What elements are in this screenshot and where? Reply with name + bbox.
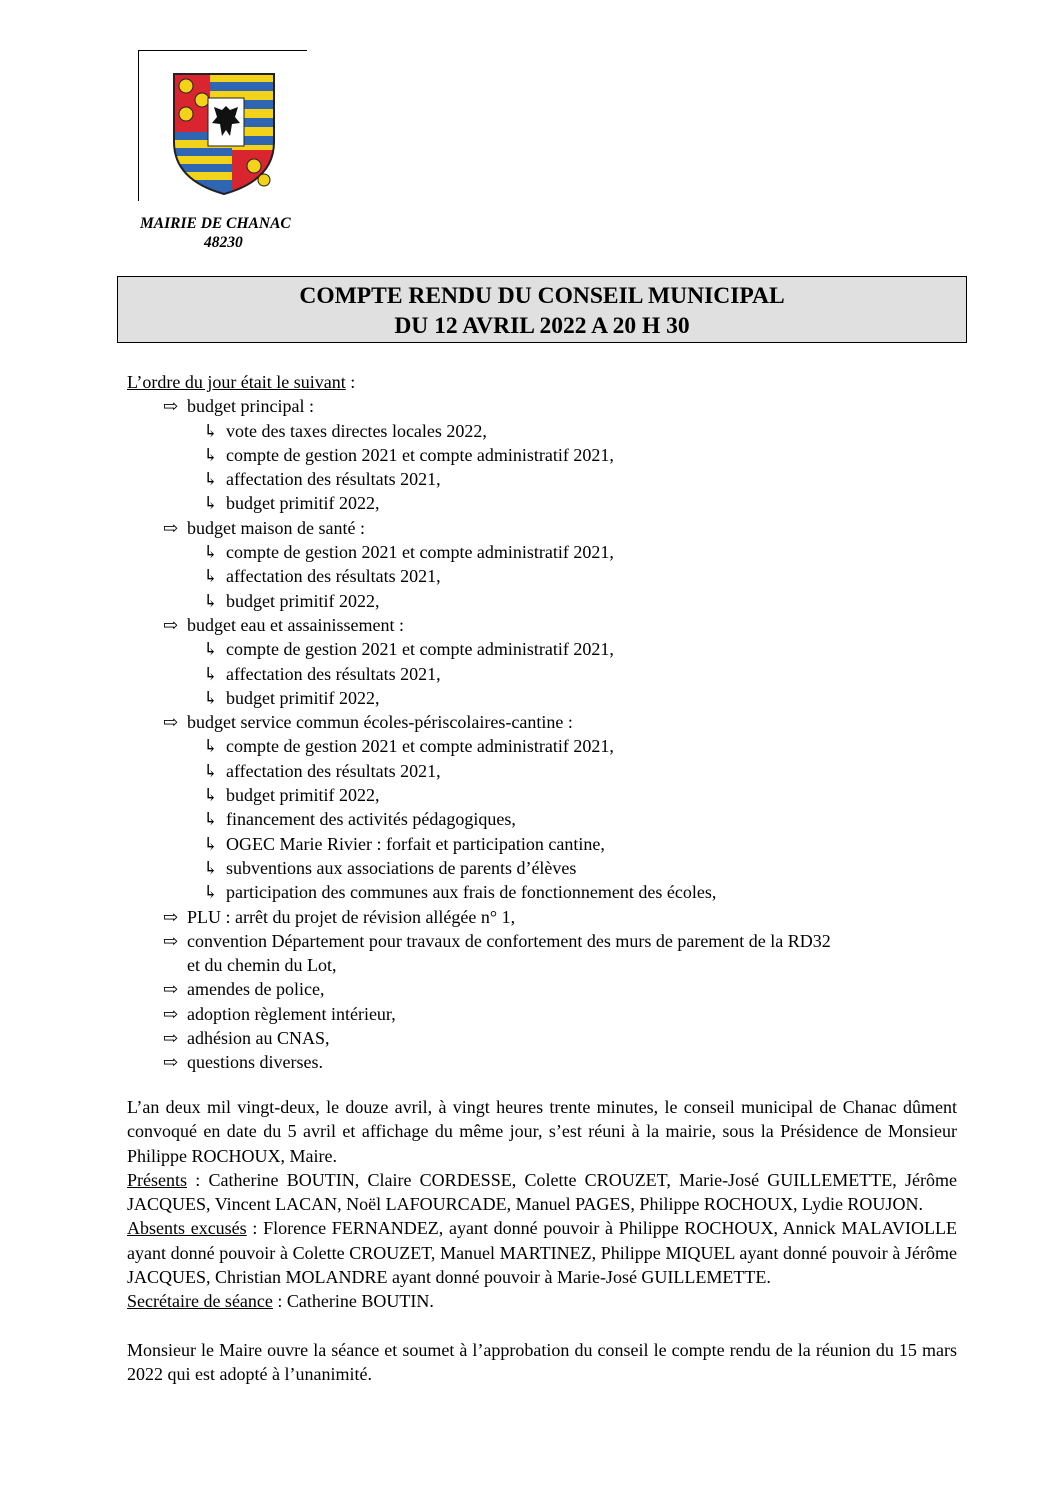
agenda-subitem xyxy=(127,443,967,467)
agenda-item-label: adoption règlement intérieur, xyxy=(187,1003,396,1024)
agenda-intro xyxy=(127,370,967,394)
minutes xyxy=(127,1095,957,1386)
arrow-turn-icon: ↳ xyxy=(203,566,219,587)
agenda-subitem-label: financement des activités pédagogiques, xyxy=(226,809,516,830)
agenda-item-label: amendes de police, xyxy=(187,979,325,1000)
agenda-subitem xyxy=(127,540,967,564)
agenda-subitem-label: compte de gestion 2021 et compte administratif 2021, xyxy=(226,736,614,757)
agenda-item-label: convention Département pour travaux de confortement des murs de parement de la RD32 xyxy=(187,930,831,951)
approval-paragraph: Monsieur le Maire ouvre la séance et soumet à l’approbation du conseil le compte rendu de la réunion du 15 mars 2022 qui est adopté à l’unanimité. xyxy=(127,1339,957,1384)
agenda-subitem xyxy=(127,491,967,515)
arrow-right-icon: ⇨ xyxy=(163,1028,179,1049)
agenda-subitem xyxy=(127,832,967,856)
agenda-subitem-label: compte de gestion 2021 et compte administratif 2021, xyxy=(226,639,614,660)
agenda xyxy=(127,370,967,1075)
agenda-subitem xyxy=(127,467,967,491)
arrow-right-icon: ⇨ xyxy=(163,396,179,417)
agenda-item xyxy=(127,977,967,1001)
agenda-subitem xyxy=(127,734,967,758)
absents-paragraph xyxy=(127,1216,957,1289)
title-line-2: DU 12 AVRIL 2022 A 20 H 30 xyxy=(394,313,690,339)
agenda-subitem-label: budget primitif 2022, xyxy=(226,687,380,708)
agenda-subitem-label: subventions aux associations de parents d’élèves xyxy=(226,857,577,878)
agenda-subitem xyxy=(127,637,967,661)
agenda-item-label: adhésion au CNAS, xyxy=(187,1028,330,1049)
arrow-turn-icon: ↳ xyxy=(203,882,219,903)
document-title-box xyxy=(117,276,967,343)
arrow-turn-icon: ↳ xyxy=(203,736,219,757)
agenda-item-label: budget principal : xyxy=(187,396,314,417)
agenda-item xyxy=(127,1002,967,1026)
agenda-intro-suffix: : xyxy=(345,372,356,392)
arrow-right-icon: ⇨ xyxy=(163,517,179,538)
secretary-paragraph xyxy=(127,1289,957,1313)
arrow-turn-icon: ↳ xyxy=(203,420,219,441)
agenda-subitem xyxy=(127,686,967,710)
agenda-subitem-label: budget primitif 2022, xyxy=(226,493,380,514)
arrow-turn-icon: ↳ xyxy=(203,469,219,490)
arrow-turn-icon: ↳ xyxy=(203,590,219,611)
agenda-subitem xyxy=(127,880,967,904)
agenda-subitem-label: affectation des résultats 2021, xyxy=(226,469,441,490)
agenda-subitem-label: OGEC Marie Rivier : forfait et participation cantine, xyxy=(226,833,605,854)
arrow-turn-icon: ↳ xyxy=(203,857,219,878)
opening-paragraph: L’an deux mil vingt-deux, le douze avril, à vingt heures trente minutes, le conseil municipal de Chanac dûment convoqué en date du 5 avril et affichage du même jour, s’est réuni à la mairie, sous la Présidence de Monsieur Philippe ROCHOUX, Maire. xyxy=(127,1097,957,1166)
agenda-item-label: budget service commun écoles-périscolaires-cantine : xyxy=(187,712,573,733)
agenda-subitem xyxy=(127,759,967,783)
agenda-item xyxy=(127,1026,967,1050)
mairie-name: MAIRIE DE CHANAC xyxy=(140,215,291,232)
agenda-subitem xyxy=(127,856,967,880)
arrow-turn-icon: ↳ xyxy=(203,639,219,660)
coat-of-arms-icon xyxy=(172,72,276,196)
arrow-right-icon: ⇨ xyxy=(163,614,179,635)
agenda-subitem-label: affectation des résultats 2021, xyxy=(226,663,441,684)
arrow-turn-icon: ↳ xyxy=(203,493,219,514)
mairie-block xyxy=(140,214,316,252)
presents-paragraph xyxy=(127,1168,957,1217)
agenda-item-label: questions diverses. xyxy=(187,1052,323,1073)
agenda-item-label: budget eau et assainissement : xyxy=(187,614,404,635)
agenda-item xyxy=(127,394,967,418)
arrow-right-icon: ⇨ xyxy=(163,906,179,927)
agenda-item xyxy=(127,905,967,929)
arrow-right-icon: ⇨ xyxy=(163,1003,179,1024)
agenda-subitem xyxy=(127,783,967,807)
arrow-turn-icon: ↳ xyxy=(203,542,219,563)
agenda-subitem xyxy=(127,419,967,443)
agenda-item xyxy=(127,516,967,540)
agenda-subitem-label: compte de gestion 2021 et compte administratif 2021, xyxy=(226,444,614,465)
arrow-right-icon: ⇨ xyxy=(163,930,179,951)
agenda-subitem-label: participation des communes aux frais de fonctionnement des écoles, xyxy=(226,882,717,903)
absents-text: : Florence FERNANDEZ, ayant donné pouvoir à Philippe ROCHOUX, Annick MALAVIOLLE ayant donné pouvoir à Colette CROUZET, Manuel MARTINEZ, Philippe MIQUEL ayant donné pouvoir à Jérôme JACQUES, Christian MOLANDRE ayant donné pouvoir à Marie-José GUILLEMETTE. xyxy=(127,1218,957,1288)
agenda-item xyxy=(127,929,967,978)
secretary-text: : Catherine BOUTIN. xyxy=(272,1291,434,1312)
agenda-subitem-label: budget primitif 2022, xyxy=(226,785,380,806)
secretary-label: Secrétaire de séance xyxy=(127,1291,273,1312)
mairie-postcode: 48230 xyxy=(204,234,243,251)
arrow-right-icon: ⇨ xyxy=(163,979,179,1000)
arrow-right-icon: ⇨ xyxy=(163,1052,179,1073)
agenda-subitem-label: affectation des résultats 2021, xyxy=(226,760,441,781)
arrow-turn-icon: ↳ xyxy=(203,833,219,854)
presents-text: : Catherine BOUTIN, Claire CORDESSE, Colette CROUZET, Marie-José GUILLEMETTE, Jérôme JACQUES, Vincent LACAN, Noël LAFOURCADE, Manuel PAGES, Philippe ROCHOUX, Lydie ROUJON. xyxy=(127,1169,957,1215)
arrow-turn-icon: ↳ xyxy=(203,687,219,708)
agenda-subitem-label: compte de gestion 2021 et compte administratif 2021, xyxy=(226,542,614,563)
agenda-subitem xyxy=(127,807,967,831)
agenda-subitem xyxy=(127,589,967,613)
agenda-subitem xyxy=(127,662,967,686)
arrow-turn-icon: ↳ xyxy=(203,785,219,806)
title-line-1: COMPTE RENDU DU CONSEIL MUNICIPAL xyxy=(299,283,785,309)
agenda-subitem-label: vote des taxes directes locales 2022, xyxy=(226,420,487,441)
paragraph-gap xyxy=(127,1314,957,1338)
agenda-item-continuation: et du chemin du Lot, xyxy=(187,955,337,976)
agenda-subitem-label: budget primitif 2022, xyxy=(226,590,380,611)
agenda-intro-label: L’ordre du jour était le suivant xyxy=(127,372,346,392)
agenda-item xyxy=(127,710,967,734)
absents-label: Absents excusés xyxy=(127,1218,247,1239)
arrow-turn-icon: ↳ xyxy=(203,809,219,830)
agenda-item-label: PLU : arrêt du projet de révision allégée n° 1, xyxy=(187,906,516,927)
arrow-turn-icon: ↳ xyxy=(203,663,219,684)
agenda-subitem-label: affectation des résultats 2021, xyxy=(226,566,441,587)
agenda-list xyxy=(127,394,967,1074)
agenda-item xyxy=(127,613,967,637)
arrow-turn-icon: ↳ xyxy=(203,760,219,781)
presents-label: Présents xyxy=(127,1169,187,1190)
arrow-right-icon: ⇨ xyxy=(163,712,179,733)
agenda-subitem xyxy=(127,564,967,588)
agenda-item-label: budget maison de santé : xyxy=(187,517,365,538)
arrow-turn-icon: ↳ xyxy=(203,444,219,465)
agenda-item xyxy=(127,1050,967,1074)
